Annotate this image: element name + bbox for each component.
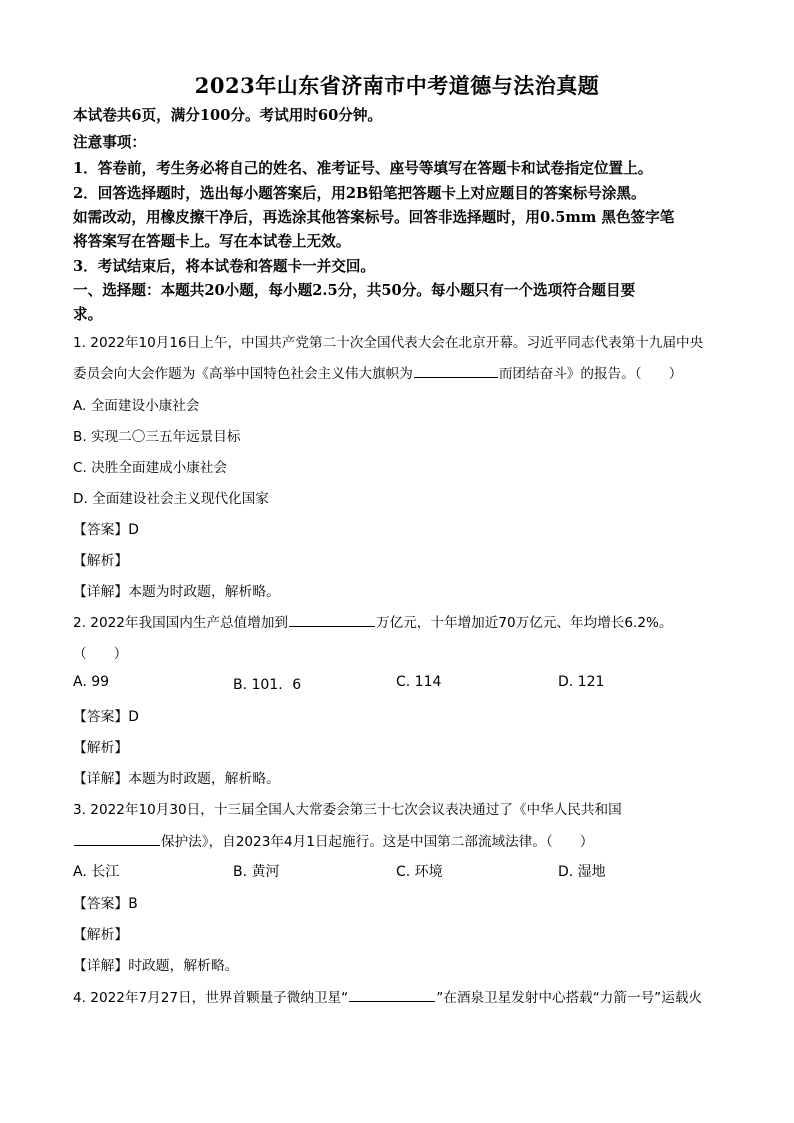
question-2-detail: 【详解】本题为时政题，解析略。 [73,771,280,787]
notice-item-2-line-2: 如需改动，用橡皮擦干净后，再选涂其他答案标号。回答非选择题时，用0.5mm 黑色签字笔 [73,209,675,226]
notice-item-3: 3．考试结束后，将本试卷和答题卡一并交回。 [73,258,376,275]
question-2-option-c: C. 114 [396,674,442,690]
question-3-detail: 【详解】时政题，解析略。 [73,958,239,974]
question-1-detail: 【详解】本题为时政题，解析略。 [73,584,280,600]
question-1-answer: 【答案】D [73,522,139,538]
question-3-stem-line-1: 3. 2022年10月30日，十三届全国人大常委会第三十七次会议表决通过了《中华人民共和国 [73,802,622,818]
notice-heading: 注意事项： [73,134,146,151]
question-3-option-a: A. 长江 [73,864,120,880]
question-1-option-c: C. 决胜全面建成小康社会 [73,460,228,476]
section-heading-line-2: 求。 [73,306,103,323]
question-2-answer: 【答案】D [73,709,139,725]
question-3-option-c: C. 环境 [396,864,443,880]
question-4-stem-line-1: 4. 2022年7月27日，世界首颗量子微纳卫星“ ”在酒泉卫星发射中心搭载“力箭一号”运载火 [73,986,702,1006]
question-2-option-d: D. 121 [558,674,605,690]
question-1-option-a: A. 全面建设小康社会 [73,398,200,414]
question-3-answer: 【答案】B [73,896,138,912]
section-heading-line-1: 一、选择题：本题共20小题，每小题2.5分，共50分。每小题只有一个选项符合题目要 [73,282,636,299]
question-3-stem-line-2: 保护法》，自2023年4月1日起施行。这是中国第二部流域法律。（ ） [73,830,594,850]
question-3-option-d: D. 湿地 [558,864,606,880]
question-2-option-a: A. 99 [73,674,110,690]
answer-blank [414,363,498,378]
notice-item-1: 1．答卷前，考生务必将自己的姓名、准考证号、座号等填写在答题卡和试卷指定位置上。 [73,160,653,177]
question-2-option-b: B. 101．6 [233,677,302,693]
question-1-stem-line-1: 1. 2022年10月16日上午，中国共产党第二十次全国代表大会在北京开幕。习近平同志代表第十九届中央 [73,335,704,351]
intro-text: 本试卷共6页，满分100分。考试用时60分钟。 [73,107,383,124]
answer-blank [349,987,435,1002]
notice-item-2-line-3: 将答案写在答题卡上。写在本试卷上无效。 [73,233,351,250]
question-1-analysis: 【解析】 [73,553,129,569]
question-2-stem-line-1: 2. 2022年我国国内生产总值增加到 万亿元，十年增加近70万亿元、年均增长6.2%。 [73,611,673,631]
answer-blank [74,831,160,846]
answer-blank [289,612,375,627]
question-3-option-b: B. 黄河 [233,864,280,880]
question-1-stem-line-2: 委员会向大会作题为《高举中国特色社会主义伟大旗帜为 而团结奋斗》的报告。（ ） [73,362,682,382]
question-2-analysis: 【解析】 [73,740,129,756]
page-title: 2023年山东省济南市中考道德与法治真题 [194,73,600,98]
notice-item-2-line-1: 2．回答选择题时，选出每小题答案后，用2B铅笔把答题卡上对应题目的答案标号涂黑。 [73,185,646,202]
question-2-stem-line-2: （ ） [73,646,128,662]
question-1-option-b: B. 实现二〇三五年远景目标 [73,429,241,445]
question-3-analysis: 【解析】 [73,927,129,943]
question-1-option-d: D. 全面建设社会主义现代化国家 [73,491,269,507]
